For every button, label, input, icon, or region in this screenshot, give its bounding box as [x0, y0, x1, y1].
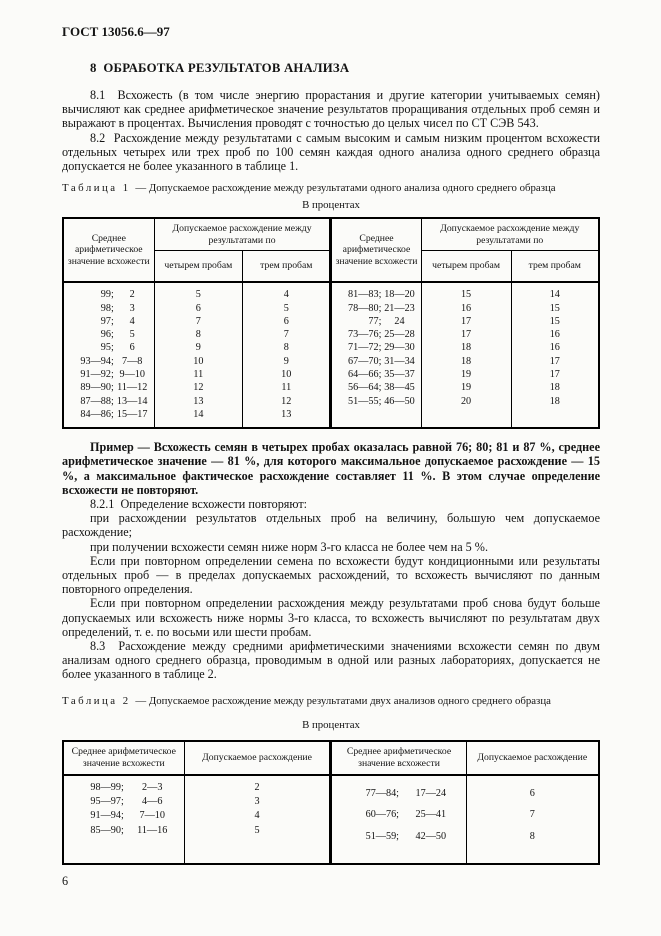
cell-avg-right	[331, 381, 421, 394]
header-three-left: трем пробам	[243, 251, 331, 283]
value-low: 29—30	[384, 342, 415, 354]
value-low: 2	[129, 289, 135, 301]
cell-avg-left	[63, 381, 154, 394]
cell-avg-ranges-right	[331, 775, 466, 864]
value-low: 7—8	[122, 355, 143, 367]
value-low: 11—12	[117, 382, 148, 394]
range-line	[67, 781, 181, 795]
cell-avg-right	[331, 368, 421, 381]
cell-four-left: 5	[154, 282, 242, 301]
value-high: 51—59;	[365, 830, 400, 842]
cell-three-right: 17	[511, 368, 599, 381]
diff-value: 6	[529, 787, 535, 799]
value-high: 87—88;	[80, 395, 114, 407]
value-high: 67—70;	[348, 355, 382, 367]
example-paragraph: Пример — Всхожесть семян в четырех пробах оказалась равной 76; 80; 81 и 87 %, среднее арифметическое значение — 81 %, для которого максимальное допускаемое расхождение — 15 %, а максимальное фактическое расхождение составляет 11 %. В этом случае определение всхожести не повторяют.	[62, 440, 600, 497]
cell-three-left: 13	[243, 408, 331, 428]
diff-value: 4	[254, 810, 260, 822]
cell-avg-left	[63, 302, 154, 315]
table-row	[63, 328, 599, 341]
table1-header-row	[63, 218, 599, 251]
cell-four-left: 14	[154, 408, 242, 428]
cell-three-left: 8	[243, 341, 331, 354]
value-high: 97;	[100, 315, 114, 327]
table2-caption	[62, 695, 600, 708]
units-note-2: В процентах	[302, 718, 360, 731]
para-8-2: 8.2 Расхождение между результатами с самым высоким и самым низким процентом всхожести отдельных четырех или трех проб по 100 семян каждая одного анализа одного среднего образца допускается не более указанного в таблице 1.	[62, 130, 600, 174]
cell-avg-left	[63, 328, 154, 341]
header-avg-left: Среднее арифметическое значение всхожести	[63, 741, 184, 775]
table-row	[63, 368, 599, 381]
table2-label: Таблица 2	[62, 694, 131, 707]
cell-three-left: 5	[243, 302, 331, 315]
cell-avg-left	[63, 355, 154, 368]
value-high: 98;	[100, 302, 114, 314]
cell-avg-right	[331, 355, 421, 368]
value-low: 2—3	[142, 781, 163, 793]
diff-value: 7	[529, 809, 535, 821]
range-line	[67, 809, 181, 823]
value-low: 7—10	[139, 810, 165, 822]
value-high: 91—94;	[90, 810, 124, 822]
range-line	[335, 804, 462, 826]
value-high: 78—80;	[348, 302, 382, 314]
value-low: 11—16	[137, 824, 168, 836]
header-group-right: Допускаемое расхождение между результатами по	[421, 218, 599, 251]
cell-three-right: 16	[511, 328, 599, 341]
value-high: 93—94;	[80, 355, 114, 367]
diff-value: 8	[529, 830, 535, 842]
header-avg-right: Среднее арифметическое значение всхожести	[331, 218, 421, 282]
table-row	[63, 381, 599, 394]
cell-three-right: 18	[511, 395, 599, 408]
cell-avg-left	[63, 395, 154, 408]
table-row	[63, 315, 599, 328]
value-high: 99;	[100, 289, 114, 301]
header-three-right: трем пробам	[511, 251, 599, 283]
table1-label: Таблица 1	[62, 182, 131, 195]
table-row	[63, 395, 599, 408]
value-high: 98—99;	[90, 781, 124, 793]
para-repeat-exceed: Если при повторном определении расхождения между результатами проб снова будут больше допускаемых или всхожесть ниже нормы 3-го класса, то всхожесть вычисляют по результатам двух определений, т. е. по восьми или шести пробам.	[62, 596, 600, 639]
cell-diff-right	[466, 775, 599, 864]
cell-four-right: 19	[421, 368, 511, 381]
range-line	[335, 826, 462, 848]
value-low: 15—17	[116, 408, 148, 420]
cell-four-right: 18	[421, 341, 511, 354]
value-low: 42—50	[415, 830, 447, 842]
header-four-left: четырем пробам	[154, 251, 242, 283]
header-diff-right: Допускаемое расхождение	[466, 741, 599, 775]
cell-four-left: 12	[154, 381, 242, 394]
cell-three-left: 6	[243, 315, 331, 328]
value-high: 60—76;	[365, 809, 400, 821]
cell-four-left: 6	[154, 302, 242, 315]
cell-three-left: 12	[243, 395, 331, 408]
value-low: 5	[129, 329, 135, 341]
table1-caption-text: — Допускаемое расхождение между результатами одного анализа одного среднего образца	[135, 182, 556, 195]
value-high: 91—92;	[80, 369, 114, 380]
value-low: 3	[129, 302, 135, 314]
header-four-right: четырем пробам	[421, 251, 511, 283]
value-low: 25—28	[384, 329, 415, 341]
cell-four-right: 18	[421, 355, 511, 368]
value-high: 96;	[100, 329, 114, 341]
para-8-2-1: 8.2.1 Определение всхожести повторяют:	[90, 497, 308, 511]
value-high: 51—55;	[348, 395, 382, 407]
cell-four-left: 13	[154, 395, 242, 408]
value-high: 56—64;	[348, 382, 382, 394]
cell-avg-right	[331, 302, 421, 315]
value-high: 81—83;	[348, 289, 382, 301]
cell-four-right: 15	[421, 282, 511, 301]
cell-diff-left	[184, 775, 331, 864]
header-diff-left: Допускаемое расхождение	[184, 741, 331, 775]
cell-avg-ranges-left	[63, 775, 184, 864]
value-low: 31—34	[384, 355, 415, 367]
value-low: 13—14	[116, 395, 148, 407]
cell-four-left: 9	[154, 341, 242, 354]
table2-header-row	[63, 741, 599, 775]
value-low: 21—23	[384, 302, 415, 314]
table-row	[63, 355, 599, 368]
table-row	[63, 408, 599, 428]
header-group-left: Допускаемое расхождение между результатами по	[154, 218, 331, 251]
value-low: 4—6	[142, 795, 163, 807]
cell-avg-right	[331, 408, 421, 428]
table-row	[63, 341, 599, 354]
cell-four-right: 17	[421, 315, 511, 328]
range-line	[67, 795, 181, 809]
cell-four-right: 19	[421, 381, 511, 394]
cell-avg-left	[63, 341, 154, 354]
cell-three-left: 11	[243, 381, 331, 394]
range-line	[335, 783, 462, 805]
value-low: 35—37	[384, 369, 415, 380]
cell-avg-right	[331, 282, 421, 301]
cell-four-right: 20	[421, 395, 511, 408]
cell-three-right: 17	[511, 355, 599, 368]
value-high: 85—90;	[90, 824, 124, 836]
cell-avg-right	[331, 395, 421, 408]
header-avg-right: Среднее арифметическое значение всхожести	[331, 741, 466, 775]
value-low: 25—41	[415, 809, 447, 821]
clause-discrepancy: при расхождении результатов отдельных проб на величину, большую чем допускаемое расхождение;	[62, 511, 600, 540]
para-repeat-conditional: Если при повторном определении семена по всхожести будут кондиционными или результаты отдельных проб — в пределах допускаемых расхождений, то всхожесть вычисляют по данным повторного определения.	[62, 553, 600, 597]
value-low: 18—20	[384, 289, 415, 301]
diff-value: 2	[254, 781, 260, 793]
diff-value: 3	[254, 795, 260, 807]
cell-three-left: 9	[243, 355, 331, 368]
table2	[62, 740, 600, 865]
header-avg-left: Среднее арифметическое значение всхожести	[63, 218, 154, 282]
cell-avg-right	[331, 341, 421, 354]
para-8-1: 8.1 Всхожесть (в том числе энергию прорастания и другие категории учитываемых семян) вычисляют как среднее арифметическое значение результатов проращивания отдельных проб семян и выражают в процентах. Вычисления проводят с точностью до целых чисел по СТ СЭВ 543.	[62, 88, 600, 131]
clause-below-norm: при получении всхожести семян ниже норм 3-го класса не более чем на 5 %.	[90, 539, 488, 554]
cell-avg-left	[63, 315, 154, 328]
value-low: 9—10	[119, 369, 145, 380]
cell-three-right	[511, 408, 599, 428]
value-high: 95;	[100, 342, 114, 354]
table-row	[63, 302, 599, 315]
value-high: 71—72;	[348, 342, 382, 354]
cell-avg-left	[63, 368, 154, 381]
value-low: 46—50	[384, 395, 415, 407]
value-low: 6	[129, 342, 135, 354]
cell-four-left: 11	[154, 368, 242, 381]
cell-three-left: 4	[243, 282, 331, 301]
cell-three-left: 7	[243, 328, 331, 341]
cell-three-right: 14	[511, 282, 599, 301]
value-high: 73—76;	[348, 329, 382, 341]
cell-four-right	[421, 408, 511, 428]
value-high: 77;	[368, 315, 382, 327]
cell-four-left: 7	[154, 315, 242, 328]
value-high: 77—84;	[365, 787, 400, 799]
units-note-1: В процентах	[302, 199, 360, 212]
cell-three-right: 15	[511, 315, 599, 328]
cell-three-right: 15	[511, 302, 599, 315]
value-low: 38—45	[384, 382, 415, 394]
cell-four-right: 16	[421, 302, 511, 315]
cell-four-left: 10	[154, 355, 242, 368]
cell-four-right: 17	[421, 328, 511, 341]
diff-value: 5	[254, 824, 260, 836]
table1-caption	[62, 182, 600, 195]
cell-three-right: 16	[511, 341, 599, 354]
cell-three-left: 10	[243, 368, 331, 381]
table1	[62, 217, 600, 429]
value-high: 95—97;	[90, 795, 124, 807]
cell-avg-left	[63, 408, 154, 428]
value-low: 24	[394, 315, 405, 327]
value-high: 89—90;	[80, 382, 114, 394]
cell-avg-left	[63, 282, 154, 301]
section-heading: 8 ОБРАБОТКА РЕЗУЛЬТАТОВ АНАЛИЗА	[90, 61, 350, 75]
table-row	[63, 282, 599, 301]
value-high: 84—86;	[80, 408, 114, 420]
table-row	[63, 775, 599, 864]
value-low: 17—24	[415, 787, 447, 799]
cell-four-left: 8	[154, 328, 242, 341]
cell-avg-right	[331, 315, 421, 328]
cell-avg-right	[331, 328, 421, 341]
range-line	[67, 824, 181, 838]
value-low: 4	[129, 315, 135, 327]
table2-caption-text: — Допускаемое расхождение между результатами двух анализов одного среднего образца	[135, 694, 551, 707]
doc-code: ГОСТ 13056.6—97	[62, 24, 170, 39]
cell-three-right: 18	[511, 381, 599, 394]
page-number: 6	[62, 873, 69, 888]
value-high: 64—66;	[348, 369, 382, 380]
para-8-3: 8.3 Расхождение между средними арифметическими значениями всхожести семян по двум анализам одного среднего образца, проводимым в одной или разных лабораториях, допускается не более указанного в таблице 2.	[62, 639, 600, 682]
